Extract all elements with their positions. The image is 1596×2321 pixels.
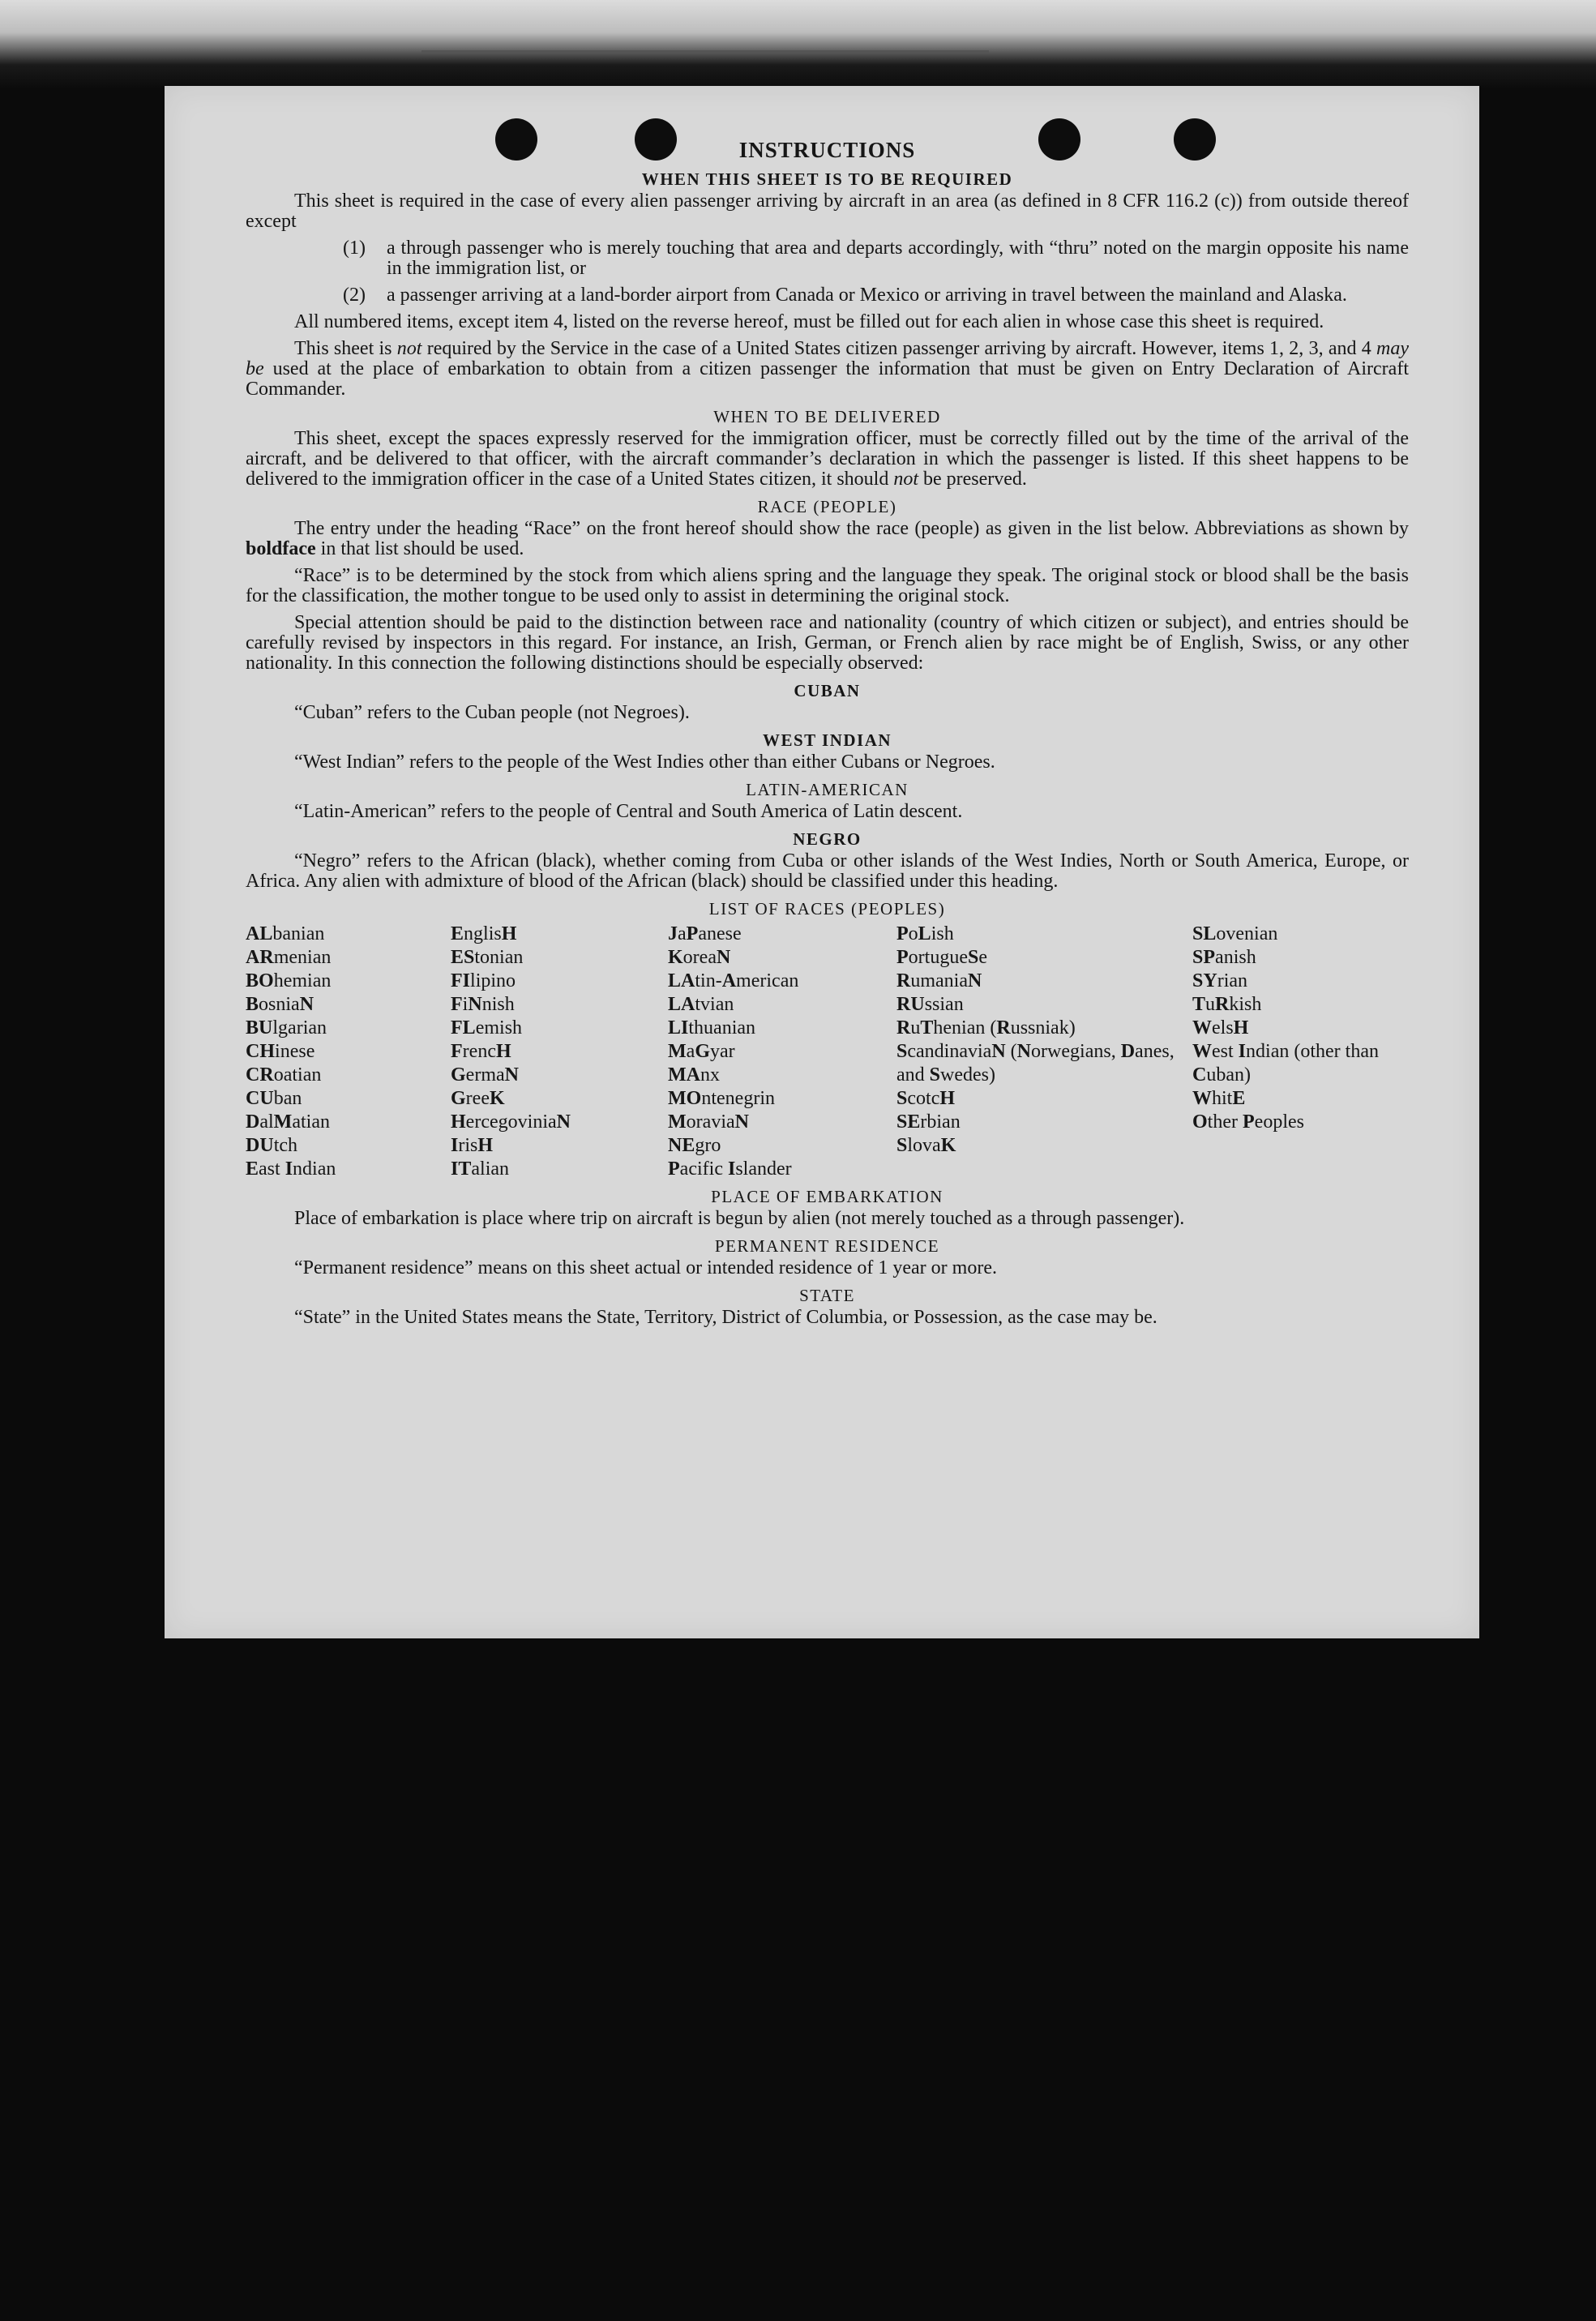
- race-entry: RUssian: [896, 994, 964, 1015]
- paragraph-numbered-items: All numbered items, except item 4, listed on the reverse hereof, must be filled out for each alien in whose case this sheet is required.: [294, 311, 1324, 332]
- race-entry: KoreaN: [668, 947, 731, 968]
- exception-item: [246, 238, 1409, 279]
- race-entry: ITalian: [451, 1158, 510, 1180]
- exception-number: (1): [343, 238, 366, 259]
- race-entry: LAtvian: [668, 994, 734, 1015]
- race-entry: RuThenian (Russniak): [896, 1017, 1076, 1038]
- race-entry: LAtin-American: [668, 970, 799, 991]
- heading-race: RACE (PEOPLE): [757, 497, 897, 516]
- race-entry: ScotcH: [896, 1088, 956, 1109]
- text-run: This sheet is: [294, 338, 397, 359]
- race-entry: LIthuanian: [668, 1017, 756, 1038]
- race-entry: East Indian: [246, 1158, 336, 1180]
- heading-state: STATE: [799, 1286, 855, 1305]
- race-entry: SYrian: [1192, 970, 1248, 991]
- heading-embarkation: PLACE OF EMBARKATION: [711, 1187, 943, 1206]
- paragraph-state: “State” in the United States means the State, Territory, District of Columbia, or Possession, as the case may be.: [294, 1307, 1157, 1328]
- race-entry: SlovaK: [896, 1135, 956, 1156]
- paragraph-when-delivered: [246, 429, 1409, 490]
- heading-residence: PERMANENT RESIDENCE: [714, 1236, 940, 1256]
- race-entry: WelsH: [1192, 1017, 1249, 1038]
- race-entry: MAnx: [668, 1064, 720, 1086]
- race-entry: ALbanian: [246, 923, 325, 944]
- paragraph-race-definition: “Race” is to be determined by the stock from which aliens spring and the language they speak. The original stock or blood shall be the basis for the classification, the mother tongue to be used only to assist in determining the original stock.: [246, 565, 1409, 606]
- scanner-artifact-line: [421, 50, 989, 54]
- race-entry: NEgro: [668, 1135, 721, 1156]
- race-entry: BUlgarian: [246, 1017, 327, 1038]
- race-entry: SPanish: [1192, 947, 1256, 968]
- paragraph-latin-american: “Latin-American” refers to the people of Central and South America of Latin descent.: [294, 801, 963, 822]
- race-entry: DUtch: [246, 1135, 298, 1156]
- text-run: This sheet, except the spaces expressly reserved for the immigration officer, must be correctly filled out by the time of the arrival of the aircraft, and be delivered to that officer, with the aircraft commander’s declaration in which the passenger is listed. If this sheet happens to be delivered to the immigration officer in the case of a United States citizen, it should: [246, 428, 1409, 490]
- emphasis-text: not: [893, 469, 918, 490]
- paragraph-embarkation: Place of embarkation is place where trip on aircraft is begun by alien (not merely touched as a through passenger).: [294, 1208, 1185, 1229]
- heading-negro: NEGRO: [793, 829, 862, 849]
- race-entry: BOhemian: [246, 970, 332, 991]
- race-entry: FIlipino: [451, 970, 516, 991]
- paragraph-citizen-passenger: [246, 339, 1409, 400]
- races-column: [896, 923, 1192, 1181]
- race-entry: WhitE: [1192, 1088, 1246, 1109]
- text-run: in that list should be used.: [315, 538, 524, 559]
- text-run: be preserved.: [918, 469, 1027, 490]
- document-page: [165, 86, 1479, 1638]
- race-entry: GreeK: [451, 1088, 505, 1109]
- race-entry: IrisH: [451, 1135, 494, 1156]
- exception-number: (2): [343, 285, 366, 306]
- document-content: [246, 136, 1409, 1334]
- scanner-top-edge: [0, 0, 1596, 89]
- heading-when-delivered: WHEN TO BE DELIVERED: [713, 407, 941, 426]
- emphasis-text: may be: [246, 338, 1409, 379]
- race-entry: BosniaN: [246, 994, 314, 1015]
- race-entry: West Indian (other than Cuban): [1192, 1041, 1379, 1086]
- race-entry: Other Peoples: [1192, 1111, 1304, 1133]
- race-entry: CUban: [246, 1088, 302, 1109]
- race-entry: MOntenegrin: [668, 1088, 775, 1109]
- bold-text: boldface: [246, 538, 316, 559]
- paragraph-cuban: “Cuban” refers to the Cuban people (not Negroes).: [294, 702, 690, 723]
- race-entry: TuRkish: [1192, 994, 1262, 1015]
- paragraph-west-indian: “West Indian” refers to the people of the West Indies other than either Cubans or Negroes.: [294, 752, 995, 773]
- paragraph-race-nationality: Special attention should be paid to the distinction between race and nationality (country of which citizen or subject), and entries should be carefully revised by inspectors in this regard. For instance, an Irish, German, or French alien by race might be of English, Swiss, or any other nationality. In this connection the following distinctions should be especially observed:: [246, 612, 1409, 674]
- race-entry: SErbian: [896, 1111, 961, 1133]
- race-entry: MoraviaN: [668, 1111, 749, 1133]
- heading-list-of-races: LIST OF RACES (PEOPLES): [708, 899, 946, 919]
- heading-west-indian: WEST INDIAN: [762, 730, 892, 750]
- race-entry: CRoatian: [246, 1064, 322, 1086]
- race-entry: MaGyar: [668, 1041, 735, 1062]
- text-run: required by the Service in the case of a United States citizen passenger arriving by aircraft. However, items 1, 2, 3, and 4: [421, 338, 1377, 359]
- race-entry: ARmenian: [246, 947, 332, 968]
- exception-text: a through passenger who is merely touching that area and departs accordingly, with “thru” noted on the margin opposite his name in the immigration list, or: [387, 238, 1409, 279]
- races-column: [451, 923, 668, 1181]
- race-entry: FLemish: [451, 1017, 523, 1038]
- race-entry: RumaniaN: [896, 970, 982, 991]
- race-entry: EnglisH: [451, 923, 517, 944]
- exception-item: [246, 285, 1409, 306]
- paragraph-race-entry: [246, 519, 1409, 559]
- race-entry: EStonian: [451, 947, 524, 968]
- text-run: used at the place of embarkation to obtain from a citizen passenger the information that must be given on Entry Declaration of Aircraft Commander.: [246, 358, 1409, 400]
- races-column: [668, 923, 896, 1181]
- race-entry: GermaN: [451, 1064, 519, 1086]
- race-entry: HercegoviniaN: [451, 1111, 571, 1133]
- exception-text: a passenger arriving at a land-border airport from Canada or Mexico or arriving in travel between the mainland and Alaska.: [387, 285, 1347, 306]
- emphasis-text: not: [396, 338, 422, 359]
- heading-when-required: WHEN THIS SHEET IS TO BE REQUIRED: [641, 169, 1013, 189]
- paragraph-residence: “Permanent residence” means on this sheet actual or intended residence of 1 year or more.: [294, 1257, 997, 1278]
- races-list: [246, 923, 1409, 1181]
- race-entry: SLovenian: [1192, 923, 1278, 944]
- paragraph-negro: “Negro” refers to the African (black), whether coming from Cuba or other islands of the West Indies, North or South America, Europe, or Africa. Any alien with admixture of blood of the African (black) should be classified under this heading.: [246, 850, 1409, 892]
- race-entry: FiNnish: [451, 994, 515, 1015]
- race-entry: ScandinaviaN (Norwegians, Danes, and Swedes): [896, 1041, 1175, 1086]
- race-entry: PortugueSe: [896, 947, 988, 968]
- race-entry: CHinese: [246, 1041, 315, 1062]
- race-entry: FrencH: [451, 1041, 511, 1062]
- races-column: [246, 923, 451, 1181]
- page-title: INSTRUCTIONS: [738, 138, 916, 162]
- text-run: The entry under the heading “Race” on the front hereof should show the race (people) as given in the list below. Abbreviations as shown by: [294, 518, 1409, 539]
- races-column: [1192, 923, 1409, 1181]
- heading-latin-american: LATIN-AMERICAN: [746, 780, 909, 799]
- heading-cuban: CUBAN: [794, 681, 861, 700]
- race-entry: JaPanese: [668, 923, 742, 944]
- race-entry: DalMatian: [246, 1111, 330, 1133]
- paragraph-when-required-intro: This sheet is required in the case of every alien passenger arriving by aircraft in an area (as defined in 8 CFR 116.2 (c)) from outside thereof except: [246, 191, 1409, 232]
- race-entry: Pacific Islander: [668, 1158, 792, 1180]
- race-entry: PoLish: [896, 923, 954, 944]
